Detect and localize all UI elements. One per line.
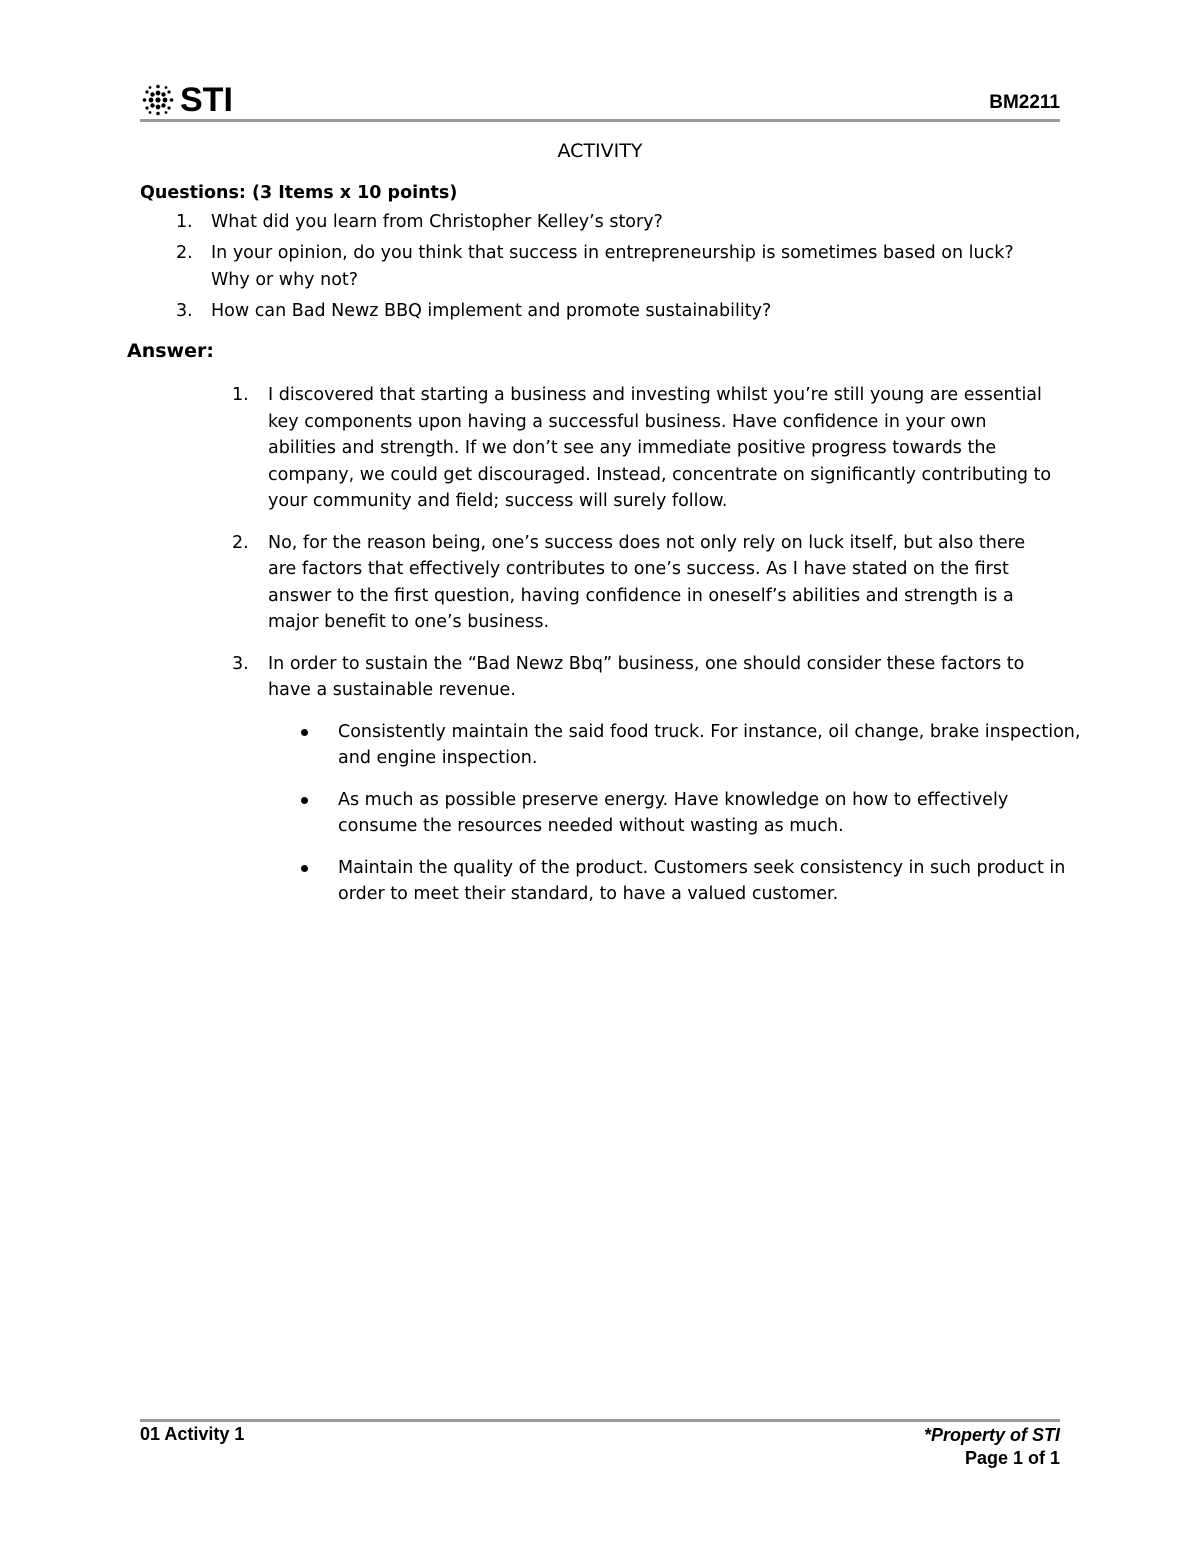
question-text: What did you learn from Christopher Kelley’s story?: [211, 212, 663, 232]
bullet-item: [338, 855, 1083, 908]
footer-activity-label: 01 Activity 1: [140, 1424, 245, 1444]
bullet-icon: [301, 797, 308, 804]
bullet-icon: [301, 865, 308, 872]
bullet-item: [338, 719, 1083, 772]
bullet-item: [338, 787, 1083, 840]
footer-divider: [140, 1419, 1060, 1422]
questions-list: [140, 209, 1070, 325]
question-number: 2.: [176, 243, 193, 263]
question-text: How can Bad Newz BBQ implement and promote sustainability?: [211, 301, 772, 321]
question-item: [140, 240, 1051, 294]
answer-text: I discovered that starting a business and investing whilst you’re still young are essential key components upon having a successful business. Have confidence in your own abilities and strength. If we don’t see any immediate positive progress towards the company, we could get discouraged. Instead, concentrate on significantly contributing to your community and field; success will surely follow.: [268, 385, 1052, 511]
bullet-icon: [301, 729, 308, 736]
question-item: [140, 298, 1051, 325]
bullet-text: Consistently maintain the said food truck. For instance, oil change, brake inspection, and engine inspection.: [338, 721, 1081, 768]
footer-property: *Property of STI: [923, 1425, 1060, 1445]
answer-number: 2.: [232, 532, 249, 553]
answer-item: [230, 651, 1081, 908]
answer-item: [230, 530, 1058, 636]
questions-heading: Questions: (3 Items x 10 points): [140, 183, 458, 203]
answer-number: 1.: [232, 385, 249, 405]
logo-text: STI: [180, 81, 233, 119]
question-item: [140, 209, 1051, 236]
question-text: In your opinion, do you think that success in entrepreneurship is sometimes based on luck? Why or why not?: [211, 243, 1014, 290]
answer-bullet-list: [338, 719, 1083, 908]
header-divider: [140, 119, 1060, 122]
question-number: 1.: [176, 212, 193, 232]
footer-right: [924, 1424, 1060, 1470]
course-code: BM2211: [989, 92, 1060, 113]
answers-section: [230, 382, 1080, 923]
page-title: ACTIVITY: [557, 140, 643, 162]
questions-section: [140, 180, 1070, 329]
answer-number: 3.: [232, 653, 249, 674]
question-number: 3.: [176, 301, 193, 321]
footer-page-number: Page 1 of 1: [964, 1448, 1060, 1468]
bullet-text: Maintain the quality of the product. Customers seek consistency in such product in order to meet their standard, to have a valued customer.: [338, 857, 1066, 904]
page-header: [140, 76, 1060, 122]
answer-text: No, for the reason being, one’s success does not only rely on luck itself, but also there are factors that effectively contributes to one’s success. As I have stated on the first answer to the first question, having confidence in oneself’s abilities and strength is a major benefit to one’s business.: [268, 532, 1026, 632]
answer-heading: Answer:: [127, 340, 214, 362]
answer-text: In order to sustain the “Bad Newz Bbq” business, one should consider these factors to have a sustainable revenue.: [268, 653, 1025, 700]
sti-logo: [140, 80, 233, 120]
answer-item: [230, 382, 1058, 515]
globe-icon: [140, 82, 176, 118]
bullet-text: As much as possible preserve energy. Have knowledge on how to effectively consume the resources needed without wasting as much.: [338, 789, 1009, 836]
